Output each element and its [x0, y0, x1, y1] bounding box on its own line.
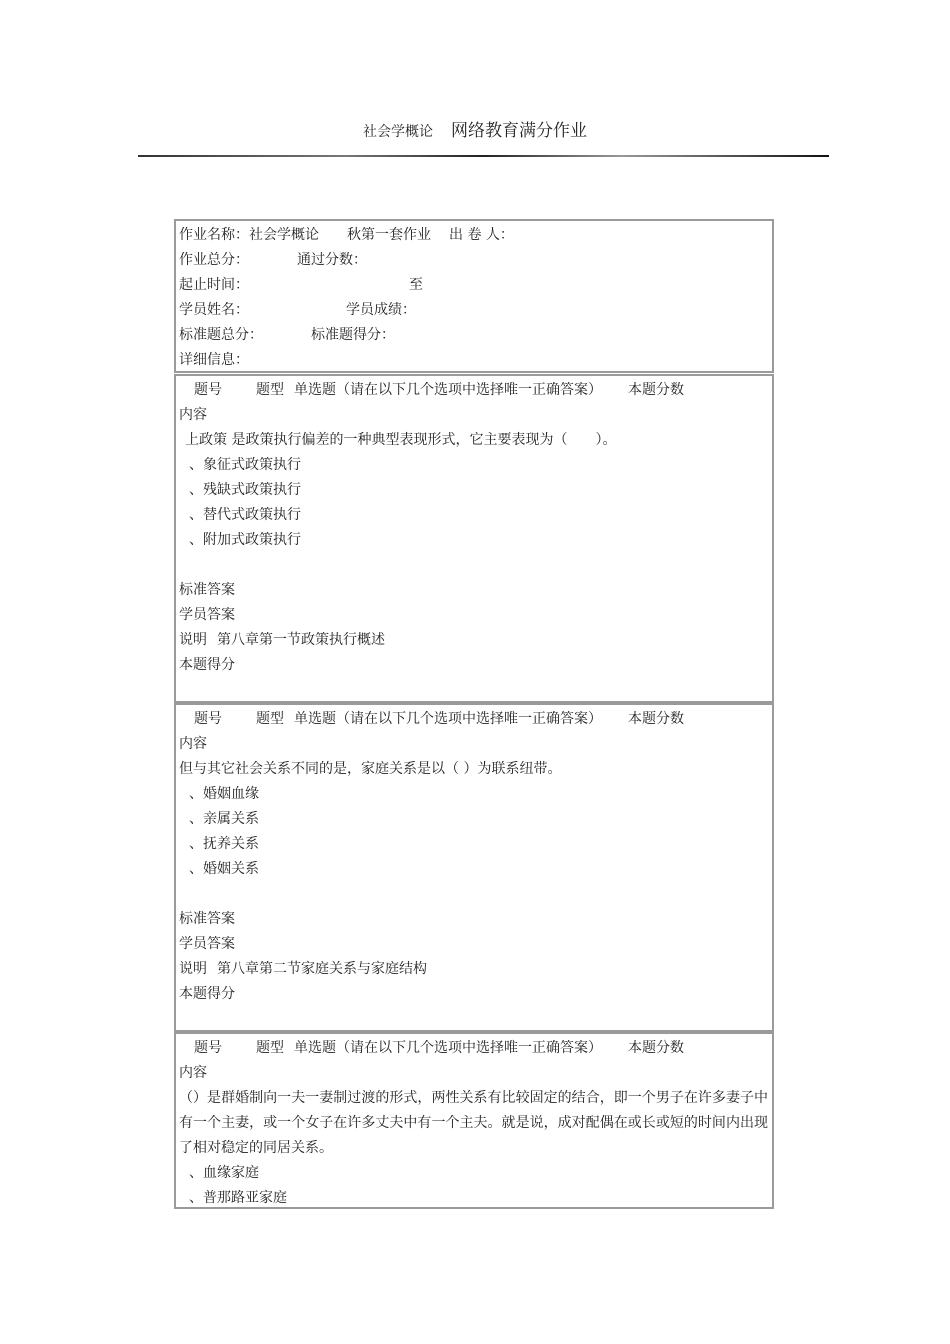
qtype-value: 单选题（请在以下几个选项中选择唯一正确答案）: [294, 382, 602, 398]
info-line-time: [179, 273, 772, 298]
author-label: 出 卷 人：: [449, 227, 514, 243]
assignment-name-label: 作业名称：: [179, 227, 249, 243]
info-line-name: [179, 223, 772, 248]
content-label: 内容: [179, 1065, 207, 1081]
score-label: 本题得分: [179, 657, 235, 673]
info-line-details: [179, 348, 772, 373]
question-block: [174, 1032, 774, 1209]
content-label: 内容: [179, 407, 207, 423]
student-answer-label: 学员答案: [179, 607, 235, 623]
option-a: 、血缘家庭: [189, 1165, 259, 1181]
std-answer-label: 标准答案: [179, 911, 235, 927]
info-line-student: [179, 298, 772, 323]
std-total-label: 标准题总分：: [179, 327, 263, 343]
header-divider: [138, 155, 829, 157]
qno-label: 题号: [194, 1040, 222, 1056]
info-line-total: [179, 248, 772, 273]
question-block: [174, 374, 774, 703]
student-name-label: 学员姓名：: [179, 302, 249, 318]
question-stem: 但与其它社会关系不同的是，家庭关系是以（ ）为联系纽带。: [179, 761, 562, 777]
page-title: [0, 116, 950, 141]
question-header: [179, 378, 772, 403]
qscore-label: 本题分数: [628, 1040, 684, 1056]
explanation-line: [179, 628, 772, 653]
option-a: 、婚姻血缘: [189, 786, 259, 802]
total-score-label: 作业总分：: [179, 252, 249, 268]
std-score-label: 标准题得分：: [311, 327, 395, 343]
option-b: 、残缺式政策执行: [189, 482, 301, 498]
info-line-std: [179, 323, 772, 348]
explain-label: 说明: [179, 632, 207, 648]
question-block: [174, 703, 774, 1032]
doc-title: 网络教育满分作业: [451, 121, 587, 141]
option-b: 、亲属关系: [189, 811, 259, 827]
qtype-label: 题型: [256, 711, 284, 727]
question-stem: 上政策 是政策执行偏差的一种典型表现形式，它主要表现为（ ）。: [185, 432, 617, 448]
student-answer-label: 学员答案: [179, 936, 235, 952]
qscore-label: 本题分数: [628, 382, 684, 398]
time-label: 起止时间：: [179, 277, 249, 293]
explanation-text: 第八章第一节政策执行概述: [217, 632, 385, 648]
qno-label: 题号: [194, 382, 222, 398]
std-answer-label: 标准答案: [179, 582, 235, 598]
assignment-name: 社会学概论: [249, 227, 319, 243]
student-score-label: 学员成绩：: [346, 302, 416, 318]
question-stem: （）是群婚制向一夫一妻制过渡的形式，两性关系有比较固定的结合，即一个男子在许多妻子中有一个主妻，或一个女子在许多丈夫中有一个主夫。就是说，成对配偶在或长或短的时间内出现了相对稳定的同居关系。: [179, 1090, 768, 1156]
explanation-text: 第八章第二节家庭关系与家庭结构: [217, 961, 427, 977]
explanation-line: [179, 957, 772, 982]
option-a: 、象征式政策执行: [189, 457, 301, 473]
score-label: 本题得分: [179, 986, 235, 1002]
details-label: 详细信息：: [179, 352, 249, 368]
explain-label: 说明: [179, 961, 207, 977]
qno-label: 题号: [194, 711, 222, 727]
qtype-value: 单选题（请在以下几个选项中选择唯一正确答案）: [294, 1040, 602, 1056]
time-to: 至: [409, 277, 423, 293]
qtype-value: 单选题（请在以下几个选项中选择唯一正确答案）: [294, 711, 602, 727]
option-c: 、替代式政策执行: [189, 507, 301, 523]
question-header: [179, 707, 772, 732]
option-b: 、普那路亚家庭: [189, 1190, 287, 1206]
qtype-label: 题型: [256, 382, 284, 398]
content-label: 内容: [179, 736, 207, 752]
pass-score-label: 通过分数：: [297, 252, 367, 268]
option-d: 、婚姻关系: [189, 861, 259, 877]
option-c: 、抚养关系: [189, 836, 259, 852]
question-header: [179, 1036, 772, 1061]
option-d: 、附加式政策执行: [189, 532, 301, 548]
qscore-label: 本题分数: [628, 711, 684, 727]
assignment-set: 秋第一套作业: [347, 227, 431, 243]
qtype-label: 题型: [256, 1040, 284, 1056]
assignment-info-box: [174, 219, 774, 373]
course-name: 社会学概论: [363, 124, 433, 140]
